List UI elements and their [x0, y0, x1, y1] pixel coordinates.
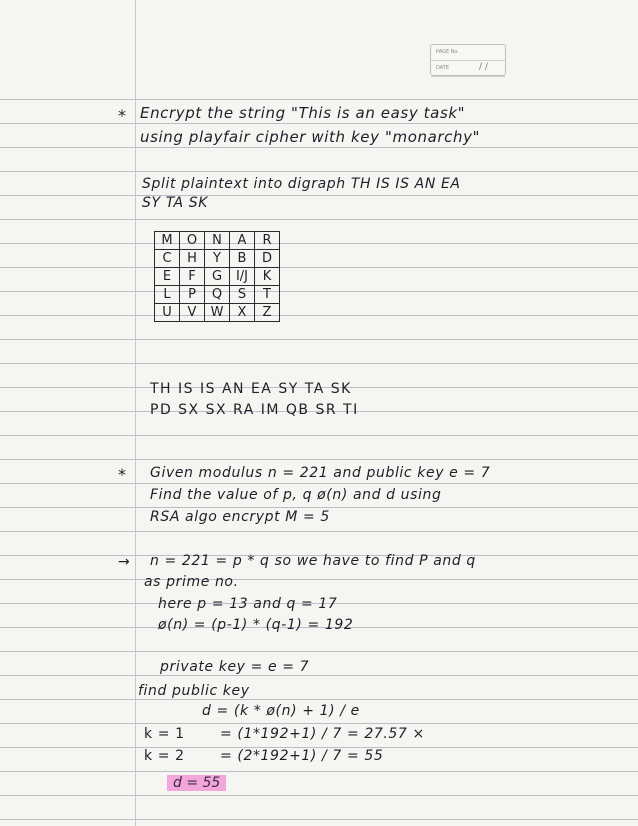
solution-line-2: as prime no.: [144, 574, 239, 590]
date-field: DATE: [431, 61, 505, 77]
matrix-cell: Z: [255, 304, 280, 322]
matrix-row: [155, 268, 280, 286]
k2-label: k = 2: [144, 748, 185, 764]
q2-line-2: Find the value of p, q ø(n) and d using: [150, 487, 442, 503]
plaintext-digraphs: TH IS IS AN EA SY TA SK: [150, 381, 352, 397]
split-line-1: Split plaintext into digraph TH IS IS AN EA: [142, 176, 461, 192]
solution-formula: d = (k * ø(n) + 1) / e: [202, 703, 360, 719]
matrix-row: [155, 232, 280, 250]
q2-line-1: Given modulus n = 221 and public key e = 7: [150, 465, 491, 481]
arrow-right-icon: →: [118, 554, 130, 570]
matrix-cell: X: [230, 304, 255, 322]
asterisk-bullet-icon: *: [118, 465, 127, 484]
matrix-cell: L: [155, 286, 180, 304]
matrix-cell: B: [230, 250, 255, 268]
k1-calculation: = (1*192+1) / 7 = 27.57 ×: [220, 726, 425, 742]
split-line-2: SY TA SK: [142, 195, 209, 211]
matrix-cell: R: [255, 232, 280, 250]
matrix-cell: Y: [205, 250, 230, 268]
matrix-row: [155, 286, 280, 304]
page-header-area: [0, 0, 638, 95]
matrix-cell: A: [230, 232, 255, 250]
final-answer-highlight: d = 55: [167, 775, 226, 791]
matrix-cell: E: [155, 268, 180, 286]
date-value: / /: [479, 62, 488, 72]
matrix-cell: F: [180, 268, 205, 286]
q1-line-1: Encrypt the string "This is an easy task": [140, 104, 466, 122]
k1-label: k = 1: [144, 726, 185, 742]
matrix-cell: P: [180, 286, 205, 304]
matrix-cell: U: [155, 304, 180, 322]
solution-line-3: here p = 13 and q = 17: [158, 596, 338, 612]
matrix-row: [155, 250, 280, 268]
solution-line-6: find public key: [138, 683, 250, 699]
matrix-row: [155, 304, 280, 322]
matrix-cell: Q: [205, 286, 230, 304]
matrix-cell: I/J: [230, 268, 255, 286]
matrix-cell: K: [255, 268, 280, 286]
playfair-key-matrix: [154, 231, 280, 322]
matrix-cell: O: [180, 232, 205, 250]
solution-line-1: n = 221 = p * q so we have to find P and q: [150, 553, 476, 569]
matrix-cell: G: [205, 268, 230, 286]
q1-line-2: using playfair cipher with key "monarchy": [140, 128, 481, 146]
matrix-cell: C: [155, 250, 180, 268]
matrix-cell: H: [180, 250, 205, 268]
matrix-cell: T: [255, 286, 280, 304]
margin-rule: [135, 0, 136, 826]
page-date-box: [430, 44, 506, 76]
ciphertext-digraphs: PD SX SX RA IM QB SR TI: [150, 402, 359, 418]
matrix-cell: M: [155, 232, 180, 250]
k2-calculation: = (2*192+1) / 7 = 55: [220, 748, 384, 764]
matrix-cell: W: [205, 304, 230, 322]
matrix-cell: D: [255, 250, 280, 268]
matrix-cell: V: [180, 304, 205, 322]
page-number-field: PAGE No.: [431, 45, 505, 61]
solution-line-5: private key = e = 7: [160, 659, 310, 675]
matrix-cell: S: [230, 286, 255, 304]
asterisk-bullet-icon: *: [118, 106, 127, 125]
solution-line-4: ø(n) = (p-1) * (q-1) = 192: [158, 617, 354, 633]
q2-line-3: RSA algo encrypt M = 5: [150, 509, 330, 525]
matrix-cell: N: [205, 232, 230, 250]
